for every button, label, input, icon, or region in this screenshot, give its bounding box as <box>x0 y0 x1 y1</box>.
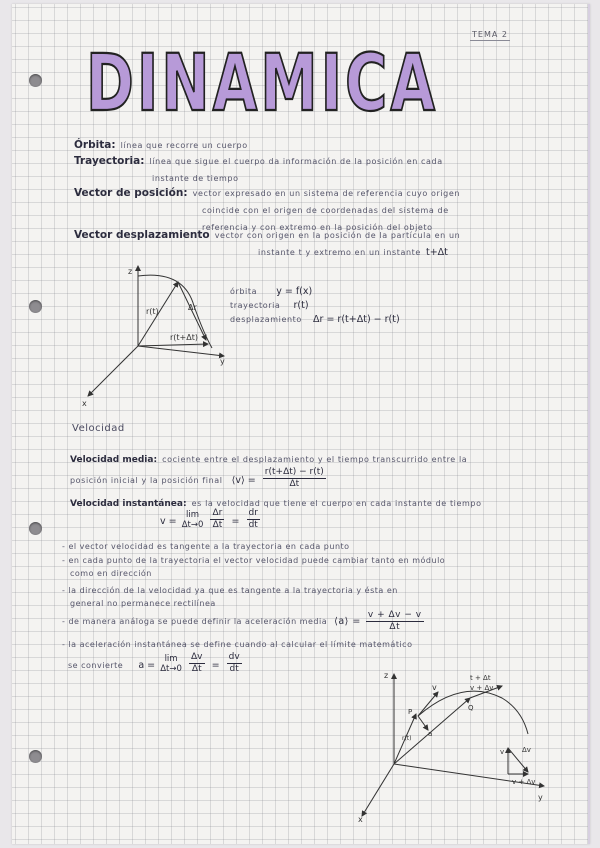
definition-trayectoria: Trayectoria: línea que sigue el cuerpo da información de la posición en cada instante de tiempo <box>74 155 443 183</box>
z-label: z <box>128 267 133 276</box>
x-label: x <box>358 815 363 824</box>
y-label: y <box>538 793 543 802</box>
y-label: y <box>220 357 225 366</box>
v-label: v <box>432 683 437 692</box>
v-small-label: v <box>500 748 505 756</box>
a-label: a <box>428 730 433 738</box>
bullet-item-continued: como en dirección <box>70 569 152 578</box>
velocity-vector-p <box>418 692 438 716</box>
desplazamiento-equation: desplazamiento Δr = r(t+Δt) − r(t) <box>230 314 400 325</box>
aceleracion-instantanea-definition: - la aceleración instantánea se define cuando al calcular el límite matemático <box>62 640 413 649</box>
r-t-label: r(t) <box>146 307 159 316</box>
velocidad-media-definition: Velocidad media: cociente entre el desplazamiento y el tiempo transcurrido entre la posición inicial y la posición final ⟨v⟩ = $\frac{r(t+\Delta t) - r(t)}{\Delta t}$ <box>70 455 468 489</box>
q-label: Q <box>468 704 474 712</box>
aceleracion-instantanea-formula: se convierte a = lim Δt→0 $\frac{\Delta v}{\Delta t}$ = $\frac{dv}{dt}$ <box>68 652 240 674</box>
acceleration-vector <box>418 716 428 730</box>
v-plus-dv-label: v + Δv <box>512 778 536 786</box>
velocidad-instantanea-definition: Velocidad instantánea: es la velocidad que tiene el cuerpo en cada instante de tiempo <box>70 499 482 509</box>
r-t-label: r(t) <box>402 735 412 742</box>
velocidad-heading: Velocidad <box>72 423 125 434</box>
position-vector-diagram <box>74 256 244 408</box>
orbita-equation: órbita y = f(x) <box>230 286 313 297</box>
definition-vector-desplazamiento: Vector desplazamiento vector con origen en la posición de la partícula en un instante t y extremo en un instante t+Δt <box>74 229 461 258</box>
y-axis <box>138 346 224 356</box>
bullet-item-continued: general no permanece rectilínea <box>70 599 216 608</box>
notebook-page <box>12 4 590 844</box>
velocidad-instantanea-formula: v = lim Δt→0 $\frac{\Delta r}{\Delta t}$ = $\frac{dr}{dt}$ <box>160 508 258 530</box>
bullet-item: - de manera análoga se puede definir la aceleración media ⟨a⟩ = $\frac{v + \Delta v - v}{\Delta t}$ <box>62 610 422 632</box>
r-t-dt-label: r(t+Δt) <box>170 333 198 342</box>
trajectory-curve <box>418 691 528 734</box>
dv-label: Δv <box>522 746 531 754</box>
x-axis <box>362 764 394 816</box>
v-dv-label: v + Δv <box>470 684 494 692</box>
trayectoria-equation: trayectoria r(t) <box>230 300 309 311</box>
delta-r-label: Δr <box>188 303 197 312</box>
page-title <box>84 39 444 129</box>
binder-hole <box>29 74 42 87</box>
t-dt-label: t + Δt <box>470 674 491 682</box>
z-label: z <box>384 671 389 680</box>
velocity-acceleration-diagram <box>352 664 552 824</box>
topic-label: TEMA 2 <box>472 30 508 39</box>
binder-hole <box>29 300 42 313</box>
x-label: x <box>82 399 87 408</box>
binder-hole <box>29 750 42 763</box>
bullet-item: - la dirección de la velocidad ya que es tangente a la trayectoria y ésta en <box>62 586 398 595</box>
bullet-item: - en cada punto de la trayectoria el vector velocidad puede cambiar tanto en módulo <box>62 556 446 565</box>
x-axis <box>88 346 138 396</box>
position-vector-t-dt <box>138 344 208 346</box>
definition-orbita: Órbita: línea que recorre un cuerpo <box>74 139 248 151</box>
svg-text:DINAMICA: DINAMICA <box>86 39 438 129</box>
bullet-item: - el vector velocidad es tangente a la trayectoria en cada punto <box>62 542 350 551</box>
binder-hole <box>29 522 42 535</box>
p-label: P <box>408 708 413 716</box>
definition-vector-posicion: Vector de posición: vector expresado en un sistema de referencia cuyo origen coincide con el origen de coordenadas del sistema de referencia y con extremo en la posición del objeto <box>74 187 461 232</box>
